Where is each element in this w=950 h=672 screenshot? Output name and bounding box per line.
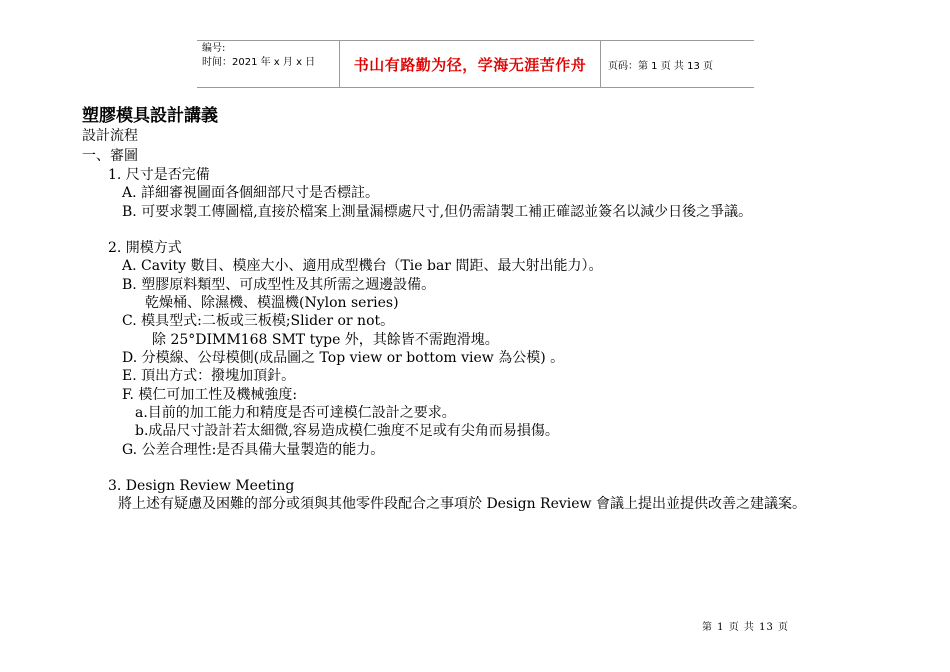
item2-f: F. 模仁可加工性及機械強度: xyxy=(122,387,298,403)
motto-cell xyxy=(339,41,601,87)
item2-b-continuation: 乾燥桶、除濕機、模溫機(Nylon series) xyxy=(145,295,399,311)
item1-heading: 1. 尺寸是否完備 xyxy=(108,167,210,183)
item2-a: A. Cavity 數目、模座大小、適用成型機台（Tie bar 間距、最大射出能力）。 xyxy=(122,258,603,274)
item2-c-continuation: 除 25°DIMM168 SMT type 外，其餘皆不需跑滑塊。 xyxy=(152,332,499,348)
item2-c: C. 模具型式:二板或三板模;Slider or not。 xyxy=(122,313,395,329)
page-code-text: 页码：第 1 页 共 13 页 xyxy=(608,60,713,72)
item1-b: B. 可要求製工傳圖檔,直接於檔案上測量漏標處尺寸,但仍需請製工補正確認並簽名以減少日後之爭議。 xyxy=(122,204,753,220)
number-label: 编号: xyxy=(202,43,226,54)
item2-heading: 2. 開模方式 xyxy=(108,240,182,256)
document-subtitle: 設計流程 xyxy=(82,128,138,144)
page-footer: 第 1 页 共 13 页 xyxy=(702,622,789,633)
item3-heading: 3. Design Review Meeting xyxy=(108,478,295,494)
header-table xyxy=(197,40,754,88)
section-heading: 一、審圖 xyxy=(82,148,138,164)
document-title: 塑膠模具設計講義 xyxy=(82,106,218,126)
item2-f-a: a.目前的加工能力和精度是否可達模仁設計之要求。 xyxy=(135,405,456,421)
item2-b: B. 塑膠原料類型、可成型性及其所需之週邊設備。 xyxy=(122,277,436,293)
header-info-cell xyxy=(197,41,339,87)
item2-g: G. 公差合理性:是否具備大量製造的能力。 xyxy=(122,442,385,458)
time-text: 时间：2021 年 x 月 x 日 xyxy=(202,57,316,68)
item2-e: E. 頂出方式：撥塊加頂針。 xyxy=(122,368,296,384)
page-code-cell xyxy=(601,41,754,87)
item2-d: D. 分模線、公母模側(成品圖之 Top view or bottom view 為公模) 。 xyxy=(122,350,565,366)
item2-f-b: b.成品尺寸設計若太細微,容易造成模仁強度不足或有尖角而易損傷。 xyxy=(135,423,559,439)
item1-a: A. 詳細審視圖面各個細部尺寸是否標註。 xyxy=(122,185,380,201)
item3-body: 將上述有疑慮及困難的部分或須與其他零件段配合之事項於 Design Review 會議上提出並提供改善之建議案。 xyxy=(118,496,806,512)
motto-text: 书山有路勤为径，学海无涯苦作舟 xyxy=(353,55,587,74)
